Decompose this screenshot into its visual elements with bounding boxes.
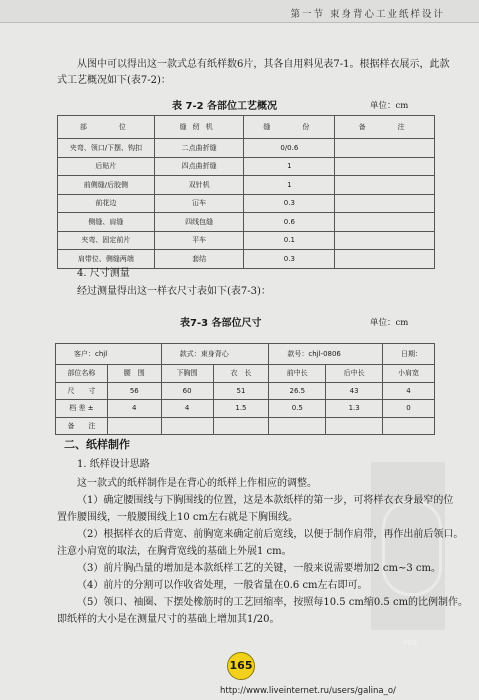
table-cell: 双针机	[154, 176, 244, 195]
table2-unit: 单位：cm	[370, 318, 409, 328]
table-row	[56, 382, 435, 400]
header-cell: 前中长	[269, 365, 326, 383]
process-table	[57, 115, 435, 269]
table-cell	[335, 250, 435, 269]
table1-caption: 表 7-2 各部位工艺概况	[172, 101, 278, 112]
table-cell: 前侧缝/后胶侧	[58, 176, 155, 195]
number-cell: 款号：chjl-0806	[269, 344, 383, 365]
table-cell	[326, 417, 383, 435]
intro-line-1: 从图中可以得出这一款式总有纸样数6片，其各自用料见表7-1。根据样衣展示，此款	[77, 59, 450, 70]
table-cell: 0.6	[244, 213, 335, 232]
client-cell: 客户：chjl	[56, 344, 162, 365]
table-cell	[269, 417, 326, 435]
table-cell: 冚车	[154, 194, 244, 213]
body-line: 置作腰围线，一般腰围线上10 cm左右就是下胸围线。	[57, 512, 298, 523]
table-cell: 4	[107, 400, 161, 418]
intro-line-2: 式工艺概况如下(表7-2)：	[57, 75, 171, 86]
header-cell: 部位名称	[56, 365, 108, 383]
date-cell: 日期：	[383, 344, 435, 365]
header-title: 第一节 束身背心工业纸样设计	[290, 9, 445, 20]
table-cell: 56	[107, 382, 161, 400]
header-cell: 小肩宽	[383, 365, 435, 383]
table-cell: 侧缝、肩缝	[58, 213, 155, 232]
table-cell: 平车	[154, 231, 244, 250]
table1-unit: 单位：cm	[370, 101, 409, 111]
table-info-row	[56, 344, 435, 365]
table-cell	[107, 417, 161, 435]
header-cell: 后中长	[326, 365, 383, 383]
table-cell: 四线包缝	[154, 213, 244, 232]
table-cell	[335, 157, 435, 176]
table-cell	[383, 417, 435, 435]
table-row	[58, 231, 435, 250]
table-cell: 尺 寸	[56, 382, 108, 400]
table-cell: 0/0.6	[244, 139, 335, 158]
page-number: 165	[227, 652, 255, 680]
body-line: （4）前片的分割可以作收省处理，一般省量在0.6 cm左右即可。	[77, 580, 368, 591]
table-row	[58, 250, 435, 269]
table-cell	[335, 194, 435, 213]
style-cell: 款式：束身背心	[161, 344, 269, 365]
section-subtitle: 1. 纸样设计思路	[77, 459, 150, 470]
table-cell: 套结	[154, 250, 244, 269]
table-cell: 0.1	[244, 231, 335, 250]
section-title: 二、纸样制作	[64, 438, 130, 451]
body-line: （1）确定腰围线与下胸围线的位置，这是本款纸样的第一步，可将样衣衣身最窄的位	[77, 495, 454, 506]
header-cell: 腰 围	[107, 365, 161, 383]
table-cell	[335, 139, 435, 158]
table-row	[58, 157, 435, 176]
body-line: （2）根据样衣的后背宽、前胸宽来确定前后宽线，以便于制作肩带，再作出前后领口。	[77, 529, 464, 540]
table-cell: 备 注	[56, 417, 108, 435]
table-cell: 0	[383, 400, 435, 418]
table-cell: 4	[383, 382, 435, 400]
table-cell: 26.5	[269, 382, 326, 400]
table-cell: 0.3	[244, 250, 335, 269]
table-row	[58, 139, 435, 158]
table-cell	[213, 417, 269, 435]
table-header-row	[56, 365, 435, 383]
watermark-ring	[382, 500, 442, 596]
table-row	[58, 176, 435, 195]
table-row	[58, 213, 435, 232]
body-line: 注意小肩宽的取法，在胸背宽线的基础上外展1 cm。	[57, 546, 292, 557]
footer-url: http://www.liveinternet.ru/users/galina_o/	[220, 686, 396, 696]
header-cell: 部 位	[58, 116, 155, 139]
size-table	[55, 343, 435, 435]
header-cell: 下胸围	[161, 365, 213, 383]
table-row	[56, 400, 435, 418]
table-cell: 夹弯、固定前片	[58, 231, 155, 250]
header-cell: 备 注	[335, 116, 435, 139]
table-cell: 60	[161, 382, 213, 400]
table-row	[58, 194, 435, 213]
table-cell: 51	[213, 382, 269, 400]
table-cell	[335, 213, 435, 232]
table-cell: 二点曲折缝	[154, 139, 244, 158]
table-cell	[335, 231, 435, 250]
table-cell: 四点曲折缝	[154, 157, 244, 176]
header-cell: 缝纫机	[154, 116, 244, 139]
table-cell: 后贴片	[58, 157, 155, 176]
table-cell: 1.3	[326, 400, 383, 418]
table-header-row	[58, 116, 435, 139]
table-cell: 前花边	[58, 194, 155, 213]
table-cell	[161, 417, 213, 435]
table-cell: 1.5	[213, 400, 269, 418]
table-row	[56, 417, 435, 435]
table-cell: 1	[244, 157, 335, 176]
body-line: （5）领口、袖圈、下摆处橡筋时的工艺回缩率，按照每10.5 cm缩0.5 cm的比例制作。	[77, 597, 469, 608]
table-cell: 4	[161, 400, 213, 418]
table-cell: 0.5	[269, 400, 326, 418]
header-cell: 缝 份	[244, 116, 335, 139]
table-cell: 43	[326, 382, 383, 400]
header-cell: 衣 长	[213, 365, 269, 383]
measure-heading: 4. 尺寸测量	[77, 268, 130, 279]
body-line: （3）前片胸凸量的增加是本款纸样工艺的关键，一般来说需要增加2 cm~3 cm。	[77, 563, 441, 574]
body-line: 即纸样的大小是在测量尺寸的基础上增加其1/20。	[57, 614, 280, 625]
table2-caption: 表7-3 各部位尺寸	[180, 318, 262, 329]
page-header	[0, 0, 479, 23]
table-cell: 0.3	[244, 194, 335, 213]
table-cell: 1	[244, 176, 335, 195]
table-cell: 档 差 ±	[56, 400, 108, 418]
watermark-label: PDG	[404, 640, 417, 647]
table-cell: 夹弯、领口/下摆、钩扣	[58, 139, 155, 158]
measure-text: 经过测量得出这一样衣尺寸表如下(表7-3)：	[77, 286, 271, 297]
table-cell: 肩带位、侧缝两端	[58, 250, 155, 269]
body-line: 这一款式的纸样制作是在背心的纸样上作相应的调整。	[77, 478, 317, 489]
table-cell	[335, 176, 435, 195]
